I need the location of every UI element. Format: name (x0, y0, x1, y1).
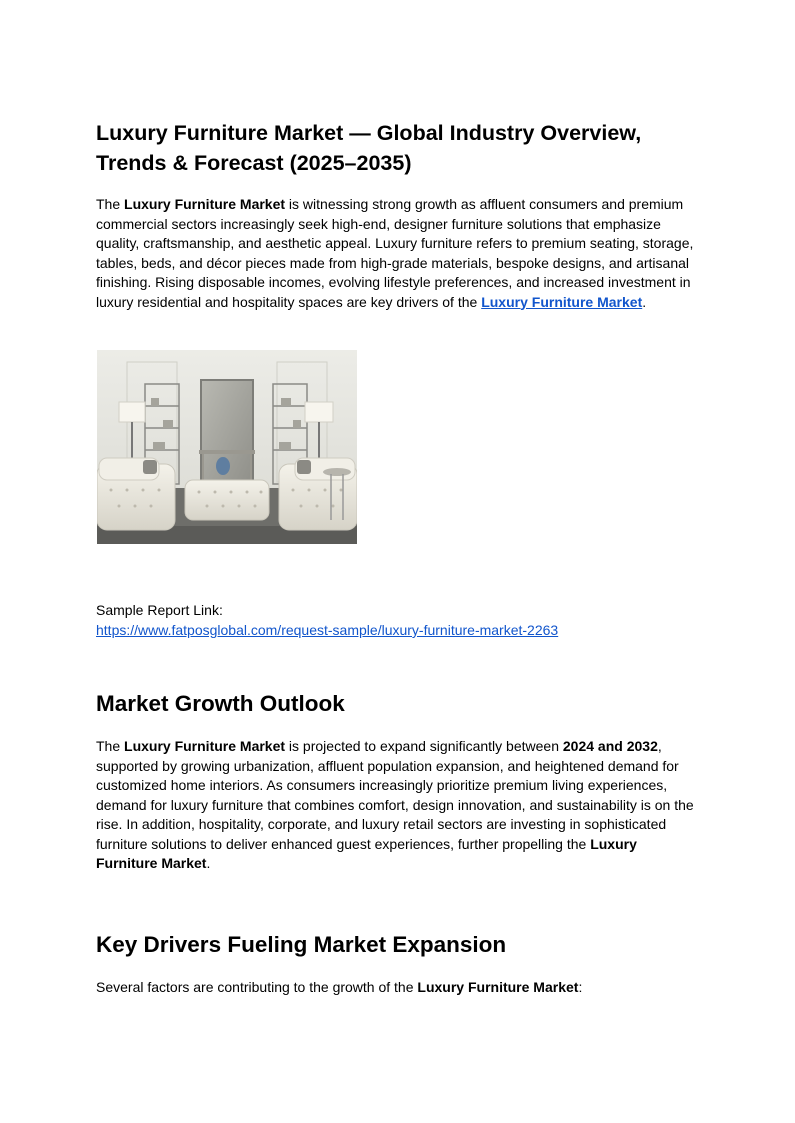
growth-text-1: The (96, 738, 125, 754)
sample-report-paragraph (96, 621, 696, 641)
growth-bold-3: Luxury Furniture Market (96, 835, 637, 871)
intro-text-2: is witnessing strong growth as affluent consumers and premium commercial sectors increasingly seek high-end, designer furniture solutions that emphasize quality, craftsmanship, and aesthetic appeal. Luxury furniture refers to premium seating, storage, tables, beds, and décor pieces made from high-grade materials, bespoke designs, and artisanal finishing. Rising disposable incomes, evolving lifestyle preferences, and increased investment in luxury residential and hospitality spaces are key drivers of the (96, 196, 694, 310)
drivers-text-1: Several factors are contributing to the growth of the (96, 979, 418, 995)
growth-paragraph (96, 737, 696, 874)
growth-heading: Market Growth Outlook (96, 691, 345, 716)
intro-paragraph (96, 195, 696, 312)
drivers-paragraph (96, 978, 696, 998)
sample-report-label: Sample Report Link: (96, 602, 223, 618)
intro-text-3: . (642, 293, 647, 310)
living-room-image (97, 350, 357, 544)
growth-bold-1: Luxury Furniture Market (124, 738, 286, 754)
drivers-text-2: : (578, 979, 583, 995)
growth-text-2: is projected to expand significantly between (285, 738, 563, 754)
intro-bold-1: Luxury Furniture Market (124, 196, 286, 212)
growth-text-3: , supported by growing urbanization, affluent population expansion, and heightened demand for customized home interiors. As consumers increasingly prioritize premium living experiences, demand for luxury furniture that combines comfort, design innovation, and sustainability is on the rise. In addition, hospitality, corporate, and luxury retail sectors are investing in sophisticated furniture solutions to deliver enhanced guest experiences, further propelling the (96, 738, 694, 852)
page-title: Luxury Furniture Market — Global Industry Overview, Trends & Forecast (2025–2035) (96, 121, 642, 175)
sample-report-link[interactable]: https://www.fatposglobal.com/request-sample/luxury-furniture-market-2263 (96, 622, 559, 638)
drivers-heading: Key Drivers Fueling Market Expansion (96, 932, 507, 957)
growth-bold-2: 2024 and 2032 (562, 738, 658, 754)
intro-text-1: The (96, 196, 125, 212)
market-link[interactable]: Luxury Furniture Market (481, 293, 643, 310)
drivers-bold-1: Luxury Furniture Market (417, 979, 579, 995)
growth-text-4: . (206, 855, 211, 871)
